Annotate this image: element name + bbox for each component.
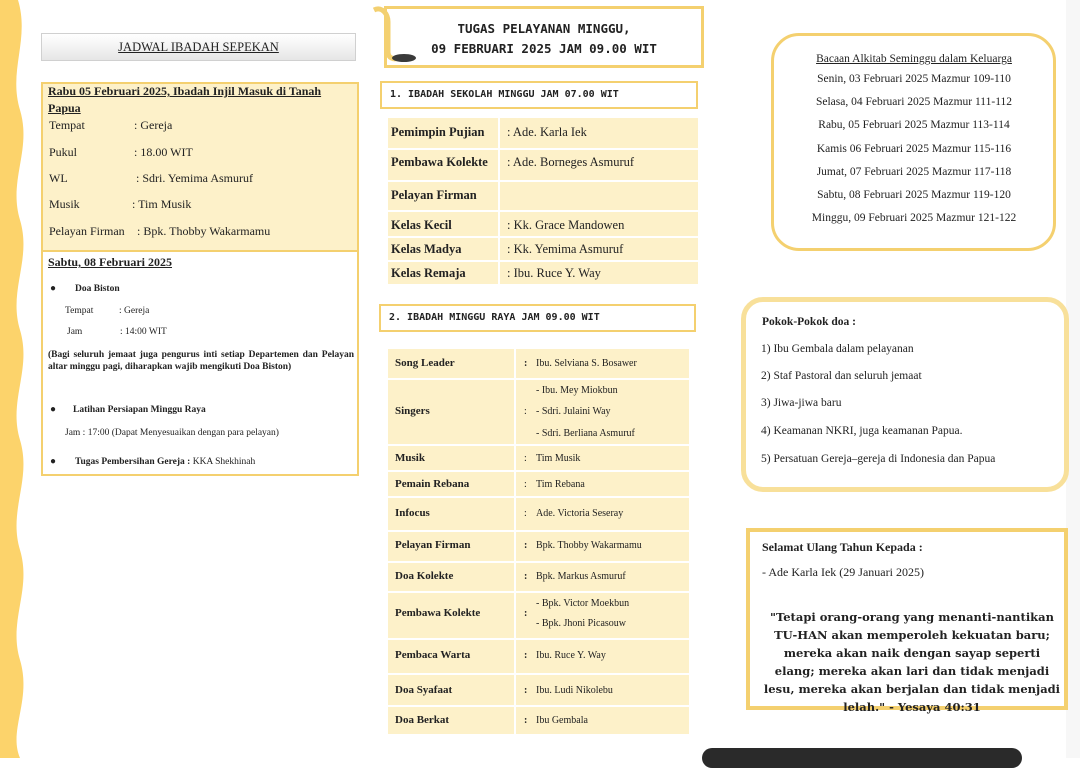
pokok-doa-item: 5) Persatuan Gereja–gereja di Indonesia dan Papua — [761, 453, 996, 465]
s2-label-doa-berkat: Doa Berkat — [395, 714, 450, 726]
colon: : — [524, 453, 527, 464]
ulang-tahun-title: Selamat Ulang Tahun Kepada : — [762, 540, 923, 554]
bacaan-item: Jumat, 07 Februari 2025 Mazmur 117-118 — [816, 166, 1012, 178]
jadwal-header: JADWAL IBADAH SEPEKAN — [41, 33, 356, 61]
s1-value-pembawa-kolekte: : Ade. Borneges Asmuruf — [507, 155, 635, 169]
ulang-tahun-name: - Ade Karla Iek (29 Januari 2025) — [762, 565, 924, 579]
s2-value-doa-berkat: Ibu Gembala — [536, 715, 588, 726]
colon: : — [524, 685, 528, 696]
bacaan-item: Rabu, 05 Februari 2025 Mazmur 113-114 — [818, 119, 1010, 131]
bacaan-item: Minggu, 09 Februari 2025 Mazmur 121-122 — [811, 212, 1017, 224]
s1-value-kelas-kecil: : Kk. Grace Mandowen — [507, 218, 625, 232]
pembersihan-line — [75, 457, 255, 467]
header-line-1: TUGAS PELAYANAN MINGGU, — [457, 21, 631, 36]
bacaan-item: Sabtu, 08 Februari 2025 Mazmur 119-120 — [817, 189, 1011, 201]
bottom-dark-bar — [702, 748, 1022, 768]
colon: : — [524, 650, 528, 661]
tugas-pelayanan-header — [384, 6, 704, 68]
s1-label-pemimpin-pujian: Pemimpin Pujian — [391, 125, 485, 139]
s2-label-pelayan-firman: Pelayan Firman — [395, 539, 471, 551]
colon: : — [524, 540, 528, 551]
s2-value-musik: Tim Musik — [536, 453, 581, 464]
s1-text: Ibu. Ruce Y. Way — [513, 266, 601, 280]
bullet-icon: ● — [50, 283, 57, 294]
s2-label-pemain-rebana: Pemain Rebana — [395, 478, 470, 490]
wed-value-pukul: : 18.00 WIT — [134, 145, 193, 159]
wed-label-musik: Musik — [49, 197, 80, 211]
colon: : — [524, 608, 528, 619]
s2-label-doa-kolekte: Doa Kolekte — [395, 570, 454, 582]
bullet-icon: ● — [50, 456, 57, 467]
s2-value-pembaca-warta: Ibu. Ruce Y. Way — [536, 650, 606, 661]
bacaan-title: Bacaan Alkitab Seminggu dalam Keluarga — [816, 53, 1012, 65]
doa-jam-label: Jam — [67, 327, 83, 337]
colon: : — [524, 571, 528, 582]
section2-title: 2. IBADAH MINGGU RAYA JAM 09.00 WIT — [379, 304, 696, 332]
colon: : — [524, 715, 528, 726]
s1-text: Ade. Karla Iek — [512, 125, 587, 139]
s2-value-singer-2: - Sdri. Julaini Way — [536, 406, 611, 417]
latihan-title: Latihan Persiapan Minggu Raya — [73, 405, 206, 415]
s1-value-cell — [500, 182, 698, 210]
s2-value-song-leader: Ibu. Selviana S. Bosawer — [536, 358, 637, 369]
s2-label-pembawa-kolekte: Pembawa Kolekte — [395, 607, 481, 619]
pokok-doa-title: Pokok-Pokok doa : — [762, 316, 856, 328]
s2-value-singer-1: - Ibu. Mey Miokbun — [536, 385, 618, 396]
s1-text: Kk. Grace Mandowen — [513, 218, 625, 232]
colon: : — [524, 406, 527, 417]
s2-value-doa-syafaat: Ibu. Ludi Nikolebu — [536, 685, 613, 696]
wavy-border-decoration — [0, 0, 30, 758]
s2-value-pembawa-kolekte-2: - Bpk. Jhoni Picasouw — [536, 618, 626, 629]
s1-value-kelas-remaja: : Ibu. Ruce Y. Way — [507, 266, 601, 280]
s1-value-pemimpin-pujian: : Ade. Karla Iek — [507, 125, 587, 139]
bible-verse: "Tetapi orang-orang yang menanti-nantikan TU-HAN akan memperoleh kekuatan baru; mereka akan naik dengan sayap seperti elang; mereka akan lari dan tidak menjadi lesu, mereka akan berjalan dan tidak menjadi lelah." - Yesaya 40:31 — [763, 610, 1061, 714]
wed-value-tempat: : Gereja — [134, 118, 173, 132]
wed-label-pelayan: Pelayan Firman — [49, 224, 125, 238]
colon: : — [524, 508, 527, 519]
s2-value-pembawa-kolekte-1: - Bpk. Victor Moekbun — [536, 598, 630, 609]
s2-value-doa-kolekte: Bpk. Markus Asmuruf — [536, 571, 626, 582]
doa-tempat-value: : Gereja — [119, 306, 150, 316]
doa-jam-value: : 14:00 WIT — [120, 327, 167, 337]
s2-label-singers: Singers — [395, 405, 430, 417]
wed-label-tempat: Tempat — [49, 118, 85, 132]
s2-value-pelayan-firman: Bpk. Thobby Wakarmamu — [536, 540, 642, 551]
s2-label-musik: Musik — [395, 452, 425, 464]
colon: : — [524, 479, 527, 490]
doa-biston-title: Doa Biston — [75, 284, 120, 294]
s2-value-infocus: Ade. Victoria Seseray — [536, 508, 624, 519]
wed-label-pukul: Pukul — [49, 145, 78, 159]
bacaan-item: Senin, 03 Februari 2025 Mazmur 109-110 — [817, 73, 1011, 85]
s1-value-kelas-madya: : Kk. Yemima Asmuruf — [507, 242, 624, 256]
scroll-paper-icon — [368, 4, 420, 64]
header-line-2: 09 FEBRUARI 2025 JAM 09.00 WIT — [431, 41, 657, 56]
wed-label-wl: WL — [49, 171, 68, 185]
doa-tempat-label: Tempat — [65, 306, 94, 316]
wed-value-pelayan: : Bpk. Thobby Wakarmamu — [137, 224, 271, 238]
s1-text: Ade. Borneges Asmuruf — [512, 155, 635, 169]
pokok-doa-item: 4) Keamanan NKRI, juga keamanan Papua. — [761, 425, 963, 437]
wednesday-title: Rabu 05 Februari 2025, Ibadah Injil Masuk di Tanah Papua — [48, 84, 322, 115]
doa-biston-note: (Bagi seluruh jemaat juga pengurus inti setiap Departemen dan Pelayan altar minggu pagi, diharapkan wajib mengikuti Doa Biston) — [48, 350, 354, 372]
s2-label-doa-syafaat: Doa Syafaat — [395, 684, 453, 696]
saturday-title: Sabtu, 08 Februari 2025 — [48, 255, 173, 269]
s2-value-pemain-rebana: Tim Rebana — [536, 479, 585, 490]
s2-label-song-leader: Song Leader — [395, 357, 455, 369]
bacaan-item: Selasa, 04 Februari 2025 Mazmur 111-112 — [815, 96, 1013, 108]
colon: : — [524, 358, 528, 369]
wed-value-musik: : Tim Musik — [132, 197, 192, 211]
pokok-doa-item: 1) Ibu Gembala dalam pelayanan — [761, 343, 914, 355]
section1-title: 1. IBADAH SEKOLAH MINGGU JAM 07.00 WIT — [380, 81, 698, 109]
s1-label-kelas-kecil: Kelas Kecil — [391, 218, 452, 232]
wed-value-wl: : Sdri. Yemima Asmuruf — [136, 171, 254, 185]
s1-text: Kk. Yemima Asmuruf — [513, 242, 624, 256]
bullet-icon: ● — [50, 404, 57, 415]
pokok-doa-item: 3) Jiwa-jiwa baru — [761, 397, 842, 409]
s1-label-pelayan-firman: Pelayan Firman — [391, 188, 477, 202]
s1-label-pembawa-kolekte: Pembawa Kolekte — [391, 155, 488, 169]
s1-label-kelas-remaja: Kelas Remaja — [391, 266, 466, 280]
bacaan-item: Kamis 06 Februari 2025 Mazmur 115-116 — [816, 143, 1012, 155]
s1-label-kelas-madya: Kelas Madya — [391, 242, 462, 256]
s2-label-infocus: Infocus — [395, 507, 430, 519]
pembersihan-label: Tugas Pembersihan Gereja : — [75, 457, 191, 467]
s2-label-pembaca-warta: Pembaca Warta — [395, 649, 471, 661]
pokok-doa-item: 2) Staf Pastoral dan seluruh jemaat — [761, 370, 922, 382]
latihan-jam: Jam : 17:00 (Dapat Menyesuaikan dengan para pelayan) — [65, 428, 279, 438]
pembersihan-value: KKA Shekhinah — [192, 457, 256, 467]
s2-value-singer-3: - Sdri. Berliana Asmuruf — [536, 428, 635, 439]
section-divider — [43, 250, 357, 252]
